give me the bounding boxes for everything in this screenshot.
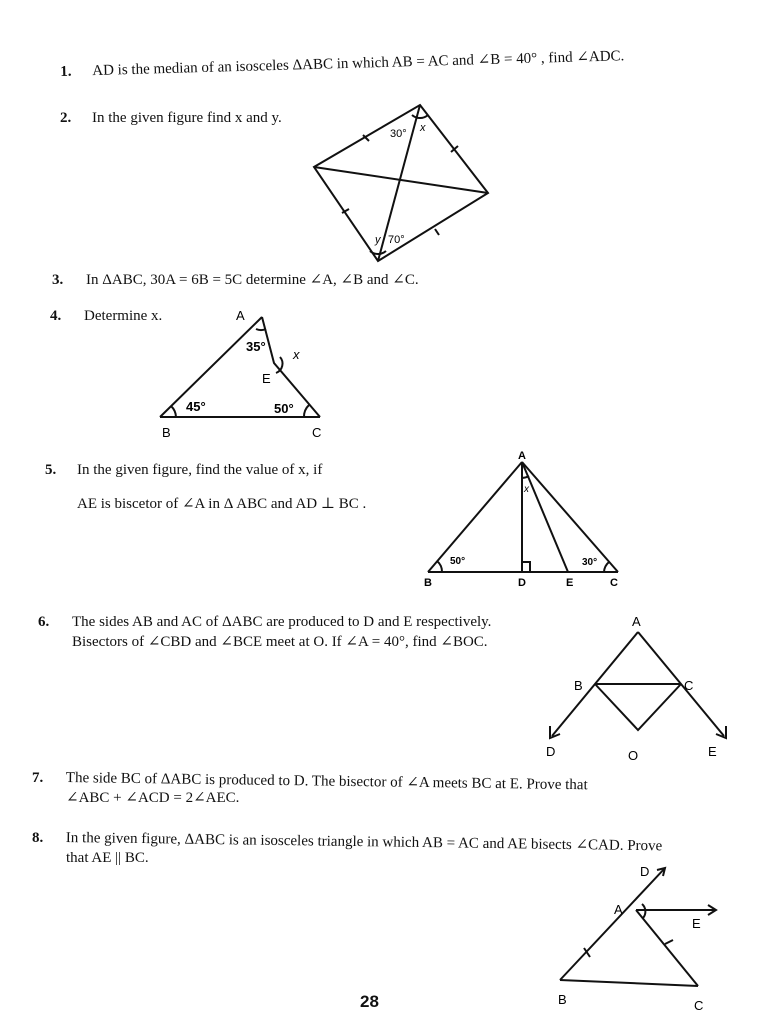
vertex-label: A xyxy=(236,308,245,323)
figure-q2-quadrilateral xyxy=(300,95,500,270)
variable-label: x xyxy=(420,122,426,134)
vertex-label: O xyxy=(628,748,639,763)
vertex-label: C xyxy=(312,425,322,440)
question-number: 7. xyxy=(32,770,44,786)
question-text-line-1: The sides AB and AC of ΔABC are produced to D and E respectively. xyxy=(72,614,492,630)
variable-label: x xyxy=(524,484,529,495)
angle-arc xyxy=(604,562,609,572)
vertex-label: D xyxy=(640,864,650,879)
question-text-line-2: ∠ABC + ∠ACD = 2∠AEC. xyxy=(66,790,240,806)
angle-label: 35° xyxy=(246,339,266,354)
angle-arc xyxy=(304,405,309,417)
angle-arc xyxy=(171,406,176,417)
figure-q6-triangle xyxy=(538,610,738,765)
question-text: In ΔABC, 30A = 6B = 5C determine ∠A, ∠B and ∠C. xyxy=(86,272,419,288)
vertex-label: B xyxy=(162,425,171,440)
vertex-label: E xyxy=(708,744,717,759)
variable-label: y xyxy=(375,234,381,246)
vertex-label: A xyxy=(614,902,623,917)
angle-label: 30° xyxy=(582,557,598,568)
vertex-label: C xyxy=(684,678,694,693)
question-text-line-1: In the given figure, ΔABC is an isosceles triangle in which AB = AC and AE bisects ∠CAD. Prove xyxy=(65,829,663,855)
question-number: 2. xyxy=(60,110,72,126)
side-ac xyxy=(636,910,698,986)
question-number: 6. xyxy=(38,614,50,630)
tick-mark xyxy=(435,229,439,235)
side-ac xyxy=(522,462,618,572)
vertex-label: D xyxy=(518,577,526,589)
vertex-label: E xyxy=(692,916,701,931)
variable-label: x xyxy=(293,347,300,362)
question-text-line-2: that AE || BC. xyxy=(66,850,149,866)
vertex-label: B xyxy=(424,577,432,589)
side-ab xyxy=(428,462,522,572)
angle-label: 50° xyxy=(274,401,294,416)
question-number: 8. xyxy=(32,830,44,846)
diagonal xyxy=(314,167,488,193)
vertex-label: E xyxy=(262,371,271,386)
question-number: 3. xyxy=(52,272,64,288)
line-ba-produced-to-d xyxy=(560,868,665,980)
figure-q8-triangle xyxy=(548,858,738,1018)
vertex-label: A xyxy=(518,450,526,462)
vertex-label: E xyxy=(566,577,574,589)
angle-arc xyxy=(256,329,266,330)
angle-label: 50° xyxy=(450,556,466,567)
question-text-line-1: In the given figure, find the value of x, if xyxy=(77,462,323,478)
question-number: 1. xyxy=(60,63,72,80)
side-bc xyxy=(560,980,698,986)
angle-label: 30° xyxy=(390,128,407,140)
angle-arc xyxy=(437,561,442,572)
question-number: 5. xyxy=(45,462,57,478)
question-text: Determine x. xyxy=(84,308,163,324)
page-number: 28 xyxy=(360,992,379,1011)
figure-q5-triangle xyxy=(418,448,628,590)
figure-q4-triangle xyxy=(150,305,340,445)
vertex-label: C xyxy=(694,998,704,1013)
vertex-label: A xyxy=(632,614,641,629)
side-ab xyxy=(160,317,262,417)
question-text-line-1: The side BC of ΔABC is produced to D. The bisector of ∠A meets BC at E. Prove that xyxy=(65,769,588,794)
tick-mark xyxy=(665,940,673,944)
question-text: AD is the median of an isosceles ΔABC in which AB = AC and ∠B = 40° , find ∠ADC. xyxy=(92,48,625,80)
question-text: In the given figure find x and y. xyxy=(92,110,282,126)
angle-arc xyxy=(412,115,428,118)
bisector-ae xyxy=(522,462,568,572)
right-angle-mark xyxy=(522,562,530,572)
question-number: 4. xyxy=(50,308,62,324)
question-text-line-2: Bisectors of ∠CBD and ∠BCE meet at O. If ∠A = 40°, find ∠BOC. xyxy=(72,634,488,650)
vertex-label: B xyxy=(558,992,567,1007)
question-text-line-2: AE is biscetor of ∠A in Δ ABC and AD ⊥ BC . xyxy=(77,496,367,512)
vertex-label: C xyxy=(610,577,618,589)
vertex-label: D xyxy=(546,744,556,759)
vertex-label: B xyxy=(574,678,583,693)
angle-label: 70° xyxy=(388,234,405,246)
angle-label: 45° xyxy=(186,399,206,414)
bisectors-bo-co xyxy=(595,684,681,730)
